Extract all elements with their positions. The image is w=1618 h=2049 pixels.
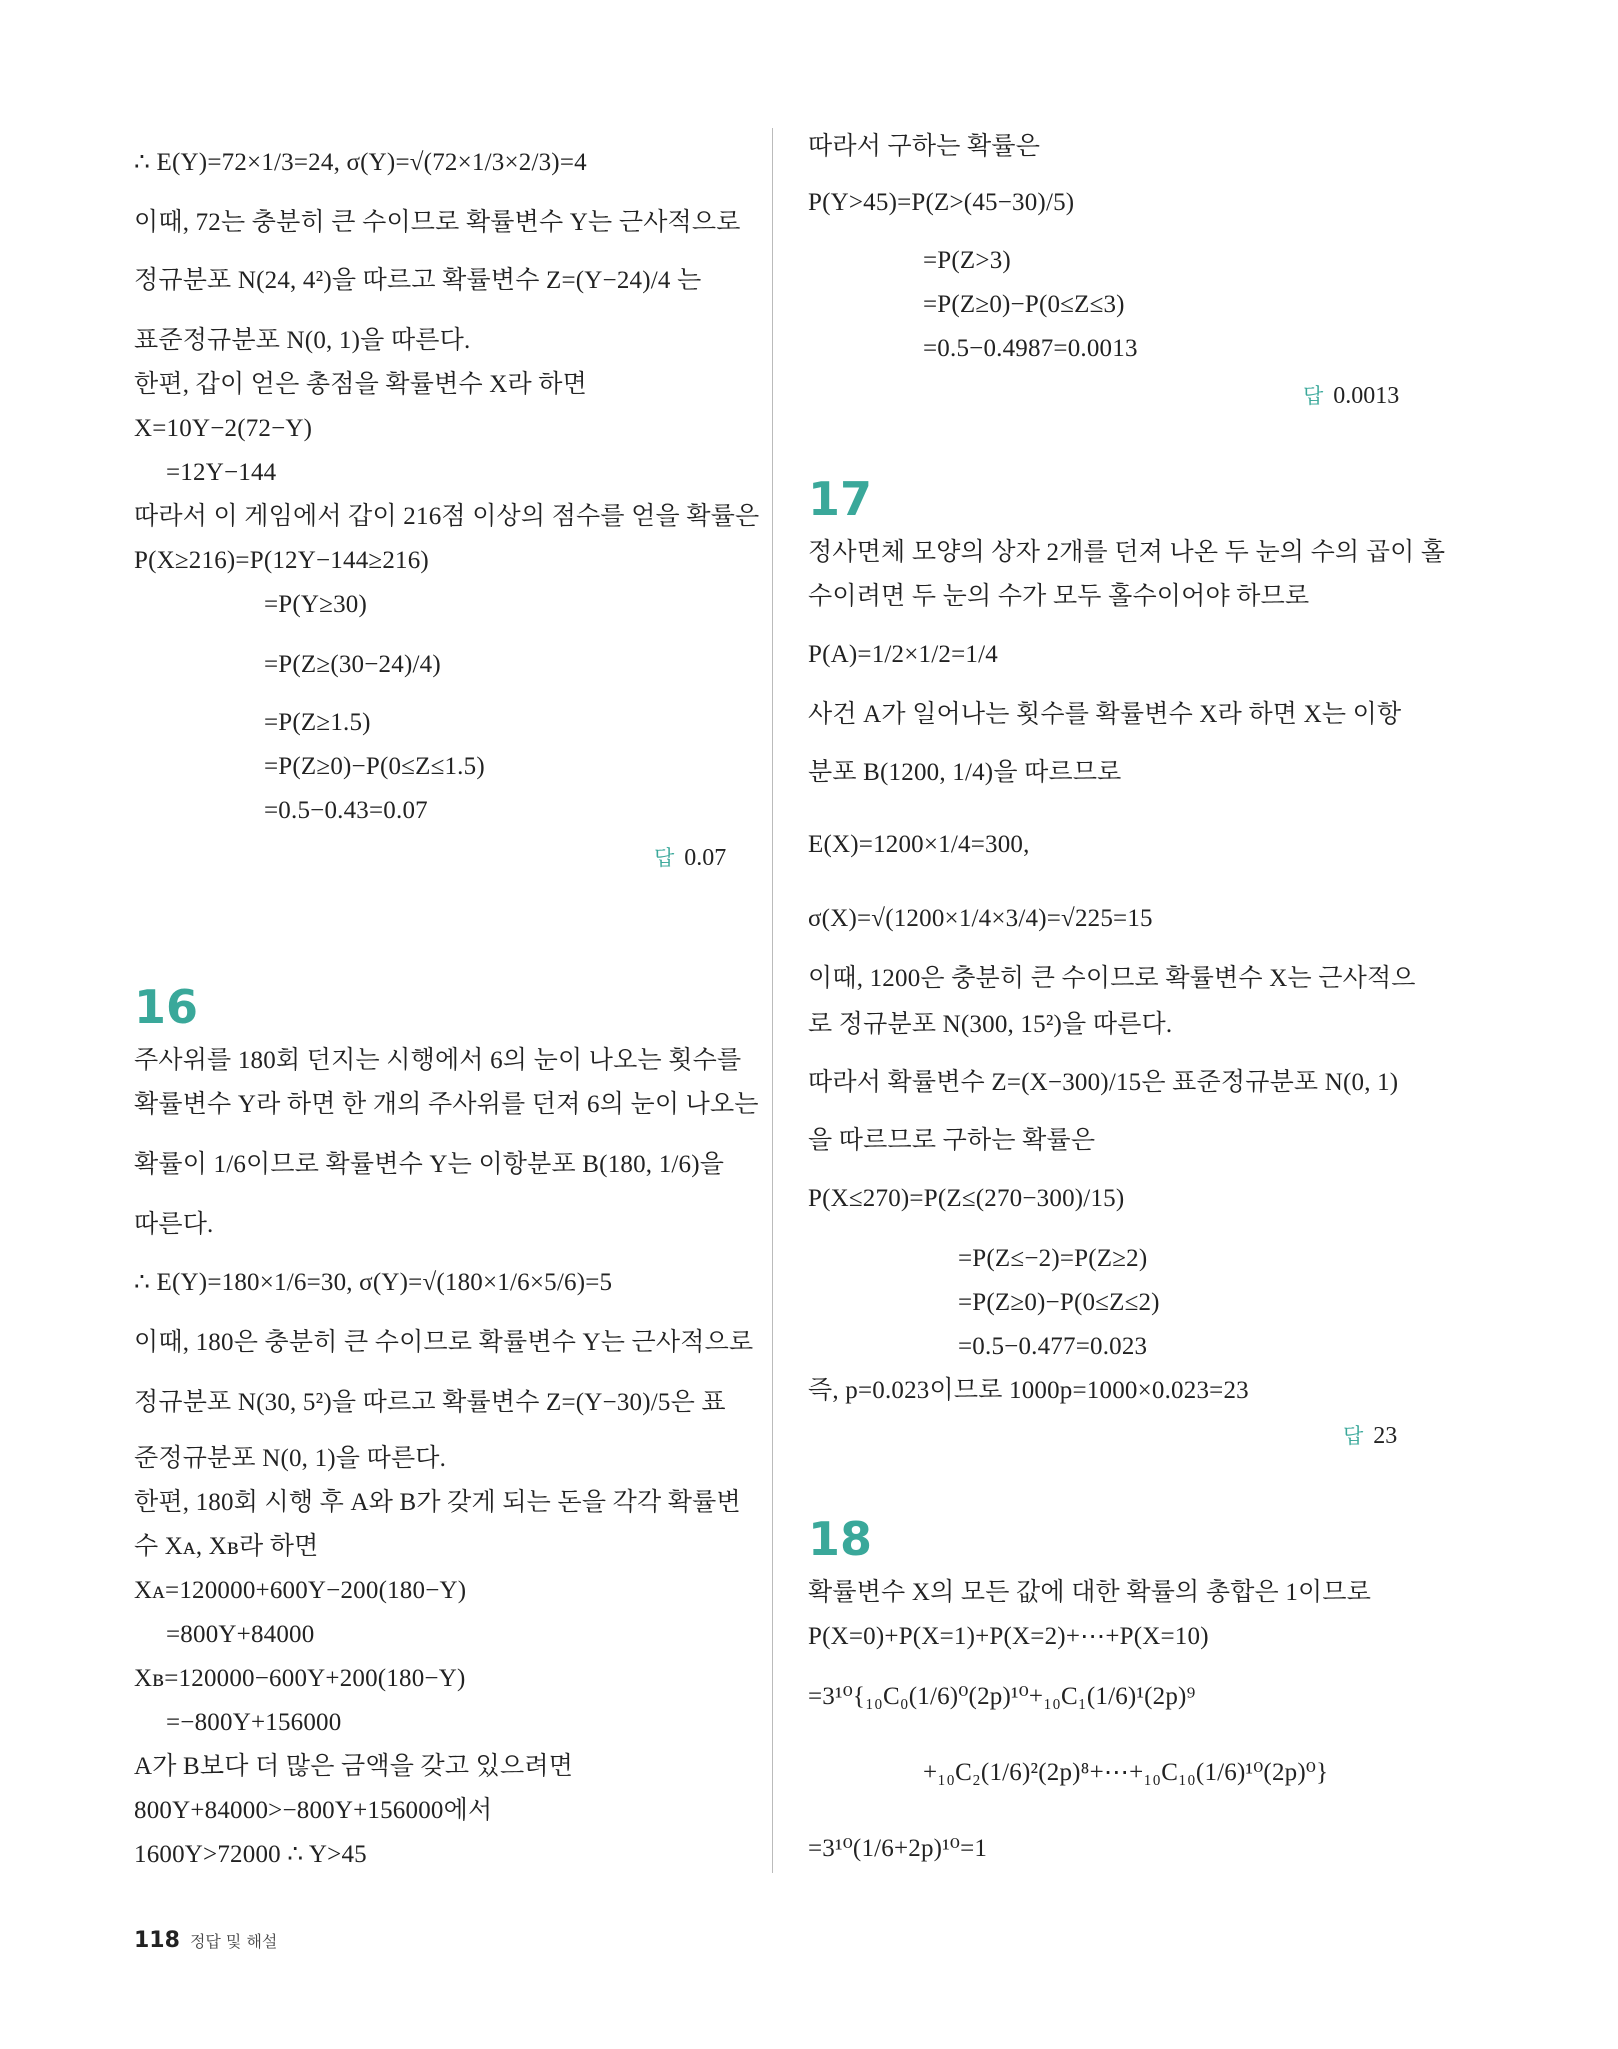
equation-line: 800Y+84000>−800Y+156000에서 — [134, 1797, 493, 1824]
text-line: 표준정규분포 N(0, 1)을 따른다. — [134, 327, 471, 354]
answer-box — [654, 842, 726, 872]
equation-line: 1600Y>72000 ∴ Y>45 — [134, 1841, 367, 1868]
equation-line: Xʙ=120000−600Y+200(180−Y) — [134, 1665, 466, 1692]
answer-tag: 답 — [1343, 1424, 1364, 1448]
equation-line: P(X=0)+P(X=1)+P(X=2)+⋯+P(X=10) — [808, 1623, 1209, 1650]
answer-tag: 답 — [1303, 384, 1324, 408]
text-line: 로 정규분포 N(300, 15²)을 따른다. — [808, 1011, 1173, 1038]
question-number: 17 — [808, 472, 873, 526]
equation-line: X=10Y−2(72−Y) — [134, 415, 313, 442]
text-line: 사건 A가 일어나는 횟수를 확률변수 X라 하면 X는 이항 — [808, 701, 1402, 728]
equation-line: ∴ E(Y)=180×1/6=30, σ(Y)=√(180×1/6×5/6)=5 — [134, 1269, 613, 1296]
equation-line: =P(Z≥0)−P(0≤Z≤2) — [958, 1289, 1160, 1316]
equation-line: =3¹⁰{₁₀C₀(1/6)⁰(2p)¹⁰+₁₀C₁(1/6)¹(2p)⁹ — [808, 1683, 1196, 1710]
question-number: 16 — [134, 980, 199, 1034]
answer-box — [1303, 380, 1399, 410]
text-line: A가 B보다 더 많은 금액을 갖고 있으려면 — [134, 1753, 574, 1780]
answer-value: 23 — [1373, 1423, 1398, 1449]
answer-value: 0.07 — [684, 845, 727, 871]
text-line: 분포 B(1200, 1/4)을 따르므로 — [808, 759, 1122, 786]
text-line: 확률변수 Y라 하면 한 개의 주사위를 던져 6의 눈이 나오는 — [134, 1091, 759, 1118]
equation-line: =−800Y+156000 — [166, 1709, 342, 1736]
equation-line: P(X≥216)=P(12Y−144≥216) — [134, 547, 429, 574]
answer-tag: 답 — [654, 846, 675, 870]
text-line: 주사위를 180회 던지는 시행에서 6의 눈이 나오는 횟수를 — [134, 1047, 742, 1074]
text-line: 수이려면 두 눈의 수가 모두 홀수이어야 하므로 — [808, 583, 1310, 610]
answer-box — [1343, 1420, 1397, 1450]
equation-line: =P(Z>3) — [923, 247, 1011, 274]
equation-line: =0.5−0.4987=0.0013 — [923, 335, 1138, 362]
text-line: ∴ E(Y)=72×1/3=24, σ(Y)=√(72×1/3×2/3)=4 — [134, 149, 587, 176]
equation-line: P(A)=1/2×1/2=1/4 — [808, 641, 998, 668]
equation-line: σ(X)=√(1200×1/4×3/4)=√225=15 — [808, 905, 1153, 932]
text-line: 준정규분포 N(0, 1)을 따른다. — [134, 1445, 447, 1472]
page-number: 118 — [134, 1928, 180, 1953]
text-line: 정규분포 N(30, 5²)을 따르고 확률변수 Z=(Y−30)/5은 표 — [134, 1389, 726, 1416]
text-line: 따라서 확률변수 Z=(X−300)/15은 표준정규분포 N(0, 1) — [808, 1069, 1399, 1096]
text-line: 한편, 180회 시행 후 A와 B가 갖게 되는 돈을 각각 확률변 — [134, 1489, 741, 1516]
text-line: 따라서 구하는 확률은 — [808, 133, 1041, 160]
equation-line: =0.5−0.477=0.023 — [958, 1333, 1148, 1360]
text-line: 이때, 180은 충분히 큰 수이므로 확률변수 Y는 근사적으로 — [134, 1329, 754, 1356]
text-line: 따른다. — [134, 1211, 214, 1238]
page-footer — [134, 1928, 277, 1953]
equation-line: +₁₀C₂(1/6)²(2p)⁸+⋯+₁₀C₁₀(1/6)¹⁰(2p)⁰} — [923, 1759, 1329, 1786]
equation-line: =3¹⁰(1/6+2p)¹⁰=1 — [808, 1835, 988, 1862]
text-line: 따라서 이 게임에서 갑이 216점 이상의 점수를 얻을 확률은 — [134, 503, 760, 530]
equation-line: P(X≤270)=P(Z≤(270−300)/15) — [808, 1185, 1125, 1212]
column-divider — [772, 128, 773, 1873]
equation-line: =P(Z≥1.5) — [264, 709, 371, 736]
equation-line: =12Y−144 — [166, 459, 277, 486]
equation-line: Xᴀ=120000+600Y−200(180−Y) — [134, 1577, 467, 1604]
text-line: 즉, p=0.023이므로 1000p=1000×0.023=23 — [808, 1377, 1249, 1404]
equation-line: =0.5−0.43=0.07 — [264, 797, 428, 824]
text-line: 확률이 1/6이므로 확률변수 Y는 이항분포 B(180, 1/6)을 — [134, 1151, 725, 1178]
footer-label: 정답 및 해설 — [189, 1932, 278, 1951]
text-line: 이때, 72는 충분히 큰 수이므로 확률변수 Y는 근사적으로 — [134, 209, 741, 236]
equation-line: =P(Z≥0)−P(0≤Z≤1.5) — [264, 753, 485, 780]
text-line: 이때, 1200은 충분히 큰 수이므로 확률변수 X는 근사적으 — [808, 965, 1416, 992]
text-line: 정규분포 N(24, 4²)을 따르고 확률변수 Z=(Y−24)/4 는 — [134, 267, 702, 294]
equation-line: =P(Y≥30) — [264, 591, 368, 618]
equation-line: =P(Z≥(30−24)/4) — [264, 651, 441, 678]
equation-line: =P(Z≤−2)=P(Z≥2) — [958, 1245, 1148, 1272]
equation-line: P(Y>45)=P(Z>(45−30)/5) — [808, 189, 1075, 216]
answer-value: 0.0013 — [1333, 383, 1400, 409]
text-line: 확률변수 X의 모든 값에 대한 확률의 총합은 1이므로 — [808, 1579, 1372, 1606]
text-line: 정사면체 모양의 상자 2개를 던져 나온 두 눈의 수의 곱이 홀 — [808, 539, 1446, 566]
equation-line: E(X)=1200×1/4=300, — [808, 831, 1030, 858]
text-line: 한편, 갑이 얻은 총점을 확률변수 X라 하면 — [134, 371, 588, 398]
equation-line: =800Y+84000 — [166, 1621, 315, 1648]
equation-line: =P(Z≥0)−P(0≤Z≤3) — [923, 291, 1125, 318]
question-number: 18 — [808, 1512, 873, 1566]
text-line: 을 따르므로 구하는 확률은 — [808, 1127, 1096, 1154]
text-line: 수 Xᴀ, Xʙ라 하면 — [134, 1533, 319, 1560]
